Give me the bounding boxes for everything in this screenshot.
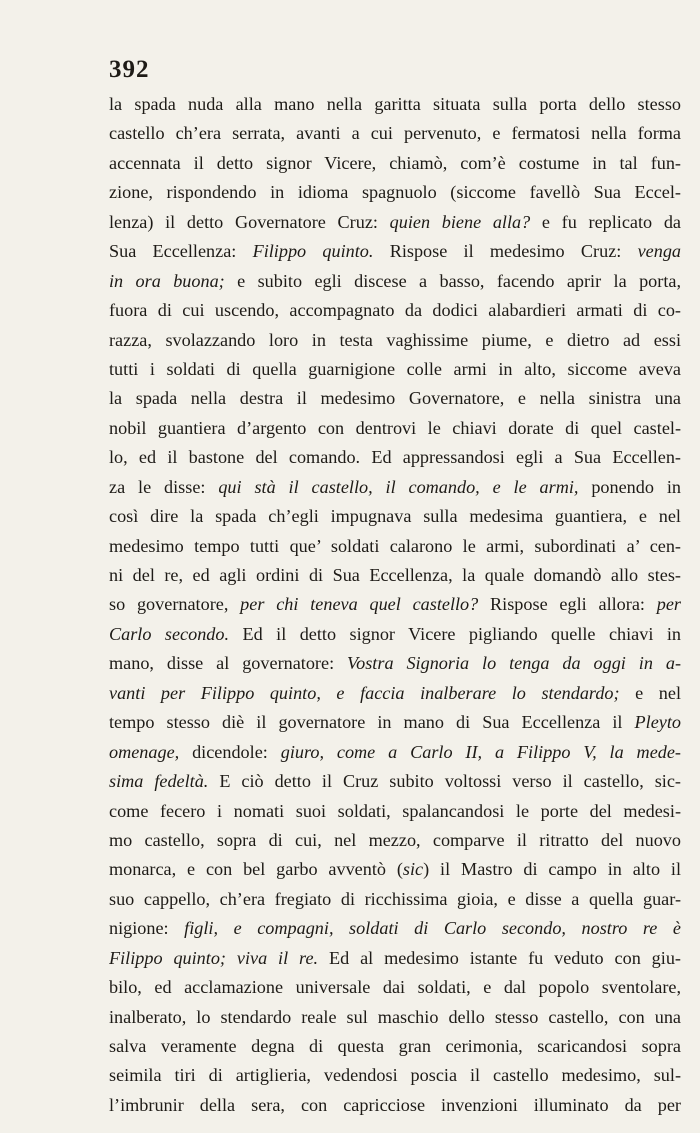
text-segment: salva veramente degna di questa gran cerimonia, scaricandosi sopra (109, 1036, 681, 1056)
text-segment: l’imbrunir della sera, con capricciose invenzioni illuminato da per (109, 1094, 681, 1115)
text-line (109, 532, 681, 561)
text-line (109, 944, 681, 973)
text-segment: tempo stesso diè il governatore in mano di Sua Eccellenza il (109, 712, 635, 733)
text-line (109, 443, 681, 472)
text-line (109, 414, 681, 443)
text-line (109, 1032, 681, 1061)
text-line (109, 679, 681, 708)
text-segment: la spada nuda alla mano nella garitta situata sulla porta dello stesso (109, 94, 681, 114)
italic-text: quien biene alla? (389, 211, 531, 232)
text-segment: Rispose egli allora: (478, 594, 657, 615)
text-segment: seimila tiri di artiglieria, vedendosi poscia il castello medesimo, sul- (109, 1065, 681, 1086)
text-line (109, 708, 681, 737)
text-line (109, 1091, 681, 1120)
text-segment: monarca, e con bel garbo avventò ( (109, 859, 403, 880)
text-line (109, 973, 681, 1002)
text-line (109, 649, 681, 678)
text-line (109, 590, 681, 619)
text-segment: la spada nella destra il medesimo Governatore, e nella sinistra una (109, 388, 681, 409)
text-segment: medesimo tempo tutti que’ soldati calarono le armi, subordinati a’ cen- (109, 535, 681, 556)
text-line (109, 119, 681, 148)
body-text (109, 90, 681, 1120)
text-segment: Sua Eccellenza: (109, 241, 253, 262)
italic-text: vanti per Filippo quinto, e faccia inalberare lo stendardo; (109, 682, 620, 703)
text-line (109, 473, 681, 502)
italic-text: giuro, come a Carlo II, a Filippo V, la mede- (280, 741, 681, 762)
text-line (109, 561, 681, 590)
text-line (109, 208, 681, 237)
text-segment: mano, disse al governatore: (109, 653, 348, 674)
text-line (109, 384, 681, 413)
text-segment: e nel (619, 682, 681, 703)
italic-text: Carlo secondo. (109, 623, 230, 644)
italic-text: sima fedeltà. (109, 771, 209, 792)
text-segment: nigione: (109, 918, 185, 939)
text-line (109, 738, 681, 767)
text-segment: ) il Mastro di campo in alto il (423, 859, 681, 880)
italic-text: in ora buona; (109, 270, 225, 291)
text-segment: nobil guantiera d’argento con dentrovi le chiavi dorate di quel castel- (109, 417, 681, 438)
text-segment: tutti i soldati di quella guarnigione colle armi in alto, siccome aveva (109, 358, 681, 379)
text-segment: così dire la spada ch’egli impugnava sulla medesima guantiera, e nel (109, 506, 681, 527)
italic-text: omenage, (109, 741, 180, 762)
text-segment: lo, ed il bastone del comando. Ed appressandosi egli a Sua Eccellen- (109, 447, 681, 468)
text-line (109, 296, 681, 325)
text-segment: mo castello, sopra di cui, nel mezzo, comparve il ritratto del nuovo (109, 829, 681, 850)
text-segment: e subito egli discese a basso, facendo aprir la porta, (224, 270, 681, 291)
text-line (109, 267, 681, 296)
text-line (109, 767, 681, 796)
text-line (109, 914, 681, 943)
text-line (109, 355, 681, 384)
text-line (109, 149, 681, 178)
text-segment: suo cappello, ch’era fregiato di ricchissima gioia, e disse a quella guar- (109, 888, 681, 909)
text-segment: bilo, ed acclamazione universale dai soldati, e dal popolo sventolare, (109, 977, 681, 998)
text-line (109, 885, 681, 914)
italic-text: Vostra Signoria lo tenga da oggi in a- (347, 653, 681, 674)
text-segment: Rispose il medesimo Cruz: (373, 241, 638, 262)
text-segment: ni del re, ed agli ordini di Sua Eccellenza, la quale domandò allo stes- (109, 565, 681, 585)
text-segment: ponendo in (578, 476, 681, 497)
text-line (109, 620, 681, 649)
text-segment: so governatore, (109, 594, 241, 615)
text-line (109, 237, 681, 266)
italic-text: Filippo quinto. (252, 241, 374, 262)
italic-text: qui stà il castello, il comando, e le armi, (218, 476, 579, 497)
italic-text: per chi teneva quel castello? (240, 594, 479, 615)
italic-text: Pleyto (634, 712, 681, 733)
text-line (109, 326, 681, 355)
italic-text: venga (637, 241, 681, 262)
text-line (109, 1003, 681, 1032)
text-line (109, 90, 681, 119)
text-line (109, 826, 681, 855)
text-line (109, 502, 681, 531)
text-segment: Ed il detto signor Vicere pigliando quelle chiavi in (229, 623, 681, 644)
text-segment: zione, rispondendo in idioma spagnuolo (siccome favellò Sua Eccel- (109, 182, 681, 203)
italic-text: figli, e compagni, soldati di Carlo secondo, nostro re è (184, 918, 681, 939)
italic-text: per (656, 594, 681, 615)
page-number: 392 (109, 56, 150, 83)
italic-text: Filippo quinto; viva il re. (109, 947, 319, 968)
text-segment: lenza) il detto Governatore Cruz: (109, 211, 390, 232)
text-segment: razza, svolazzando loro in testa vaghissime piume, e dietro ad essi (109, 329, 681, 350)
text-segment: Ed al medesimo istante fu veduto con giu- (318, 947, 681, 968)
text-segment: inalberato, lo stendardo reale sul maschio dello stesso castello, con una (109, 1006, 681, 1027)
text-segment: E ciò detto il Cruz subito voltossi verso il castello, sic- (208, 771, 681, 792)
text-segment: za le disse: (109, 476, 219, 497)
italic-text: sic (402, 859, 424, 880)
text-line (109, 1061, 681, 1090)
text-segment: e fu replicato da (530, 211, 681, 232)
text-segment: dicendole: (179, 741, 281, 762)
text-segment: castello ch’era serrata, avanti a cui pervenuto, e fermatosi nella forma (109, 123, 681, 144)
text-line (109, 797, 681, 826)
text-segment: accennata il detto signor Vicere, chiamò, com’è costume in tal fun- (109, 152, 681, 173)
text-segment: come fecero i nomati suoi soldati, spalancandosi le porte del medesi- (109, 800, 681, 821)
text-segment: fuora di cui uscendo, accompagnato da dodici alabardieri armati di co- (109, 300, 681, 321)
text-line (109, 178, 681, 207)
text-line (109, 855, 681, 884)
